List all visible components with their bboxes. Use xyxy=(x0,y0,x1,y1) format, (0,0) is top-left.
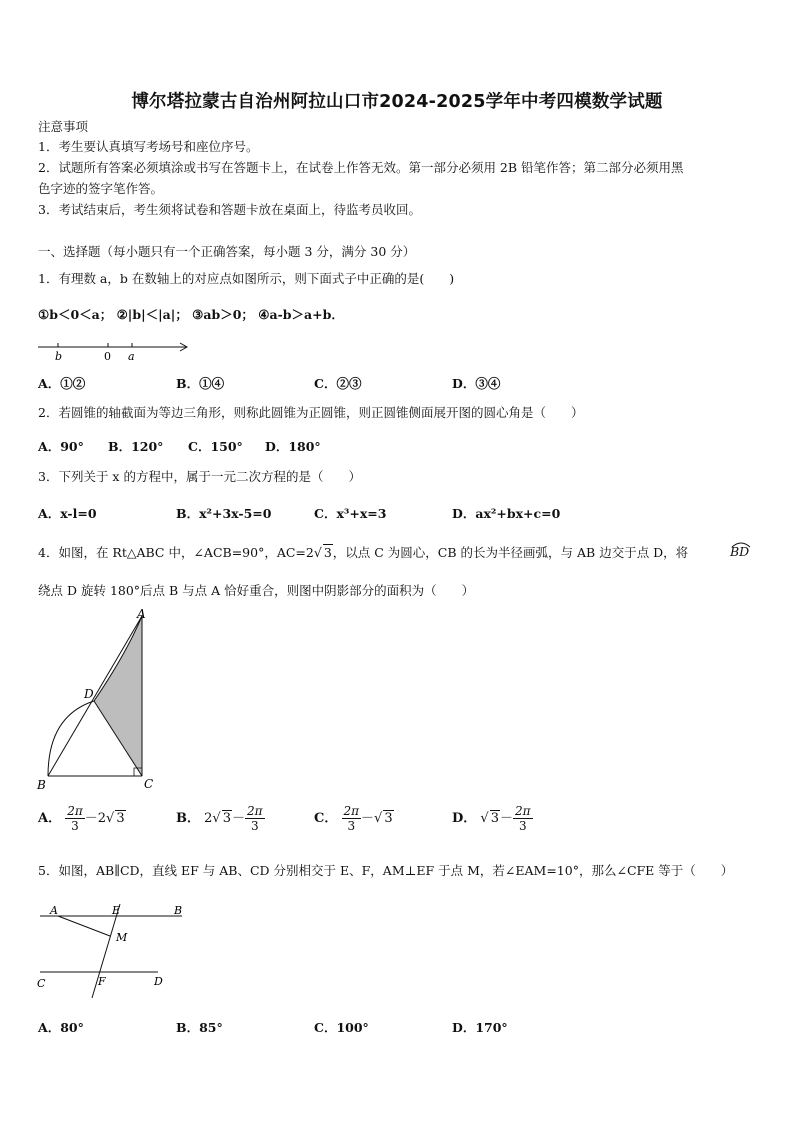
section-heading: 一、选择题（每小题只有一个正确答案，每小题 3 分，满分 30 分） xyxy=(38,244,416,259)
q4-stem-part3: 长为半径画弧，与 AB 边交于点 D，将 xyxy=(473,545,689,560)
q2-option-c: C．150° xyxy=(188,439,243,454)
q4-triangle-figure xyxy=(34,606,164,796)
notes-item-1: 1．考生要认真填写考场号和座位序号。 xyxy=(38,139,259,154)
q1-option-d: D．③④ xyxy=(452,376,501,391)
notes-heading: 注意事项 xyxy=(38,119,89,134)
q4-option-b: B． 2√ 3－ $\frac{2\pi}{3}$ xyxy=(176,804,263,833)
notes-item-2: 2．试题所有答案必须填涂或书写在答题卡上，在试卷上作答无效。第一部分必须用 2B 铅笔作答；第二部分必须用黑 xyxy=(38,160,684,175)
q4-stem-part2: ，以点 C 为圆心，CB 的 xyxy=(332,545,474,560)
point-f-label: F xyxy=(98,975,106,988)
q4-option-c: C． $\frac{2\pi}{3}$ －√ 3 xyxy=(314,804,393,833)
point-m-label: M xyxy=(116,931,128,944)
q4-stem-line2: 绕点 D 旋转 180°后点 B 与点 A 恰好重合，则图中阴影部分的面积为（ ） xyxy=(38,583,475,598)
q5-option-b: B．85° xyxy=(176,1020,223,1035)
point-b-label: B xyxy=(37,778,46,792)
q2-option-d: D．180° xyxy=(265,439,321,454)
q4-option-d: D． √ 3－ $\frac{2\pi}{3}$ xyxy=(452,804,531,833)
axis-label-a: a xyxy=(128,350,135,363)
q5-parallel-lines-figure xyxy=(34,896,194,1002)
point-d-label: D xyxy=(154,975,163,988)
point-c-label: C xyxy=(37,977,46,990)
axis-label-b: b xyxy=(55,350,63,363)
arc-bd-label: BD xyxy=(730,544,749,559)
q3-option-c: C．x³+x=3 xyxy=(314,506,387,521)
point-e-label: E xyxy=(112,904,121,917)
q1-statements: ①b＜0＜a； ②|b|＜|a|； ③ab＞0； ④a-b＞a+b． xyxy=(38,307,344,322)
point-b-label: B xyxy=(174,904,183,917)
q4-stem-part1: 4．如图，在 Rt△ABC 中，∠ACB=90°，AC=2 xyxy=(38,545,314,560)
q2-option-a: A．90° xyxy=(38,439,84,454)
q1-option-c: C．②③ xyxy=(314,376,362,391)
q5-option-d: D．170° xyxy=(452,1020,508,1035)
notes-item-2-cont: 色字迹的签字笔作答。 xyxy=(38,181,164,196)
number-line-figure xyxy=(36,338,196,364)
q5-option-c: C．100° xyxy=(314,1020,369,1035)
q3-stem: 3．下列关于 x 的方程中，属于一元二次方程的是（ ） xyxy=(38,469,361,484)
q5-option-a: A．80° xyxy=(38,1020,84,1035)
point-a-label: A xyxy=(137,607,146,621)
point-d-label: D xyxy=(84,687,94,701)
q4-option-a: A． $\frac{2\pi}{3}$ －2√ 3 xyxy=(38,804,125,833)
q3-option-a: A．x-l=0 xyxy=(38,506,97,521)
q1-stem: 1．有理数 a，b 在数轴上的对应点如图所示，则下面式子中正确的是( ) xyxy=(38,271,455,286)
q4-sqrt-value: 3 xyxy=(323,545,332,560)
q2-stem: 2．若圆锥的轴截面为等边三角形，则称此圆锥为正圆锥，则正圆锥侧面展开图的圆心角是（ ） xyxy=(38,405,584,420)
q1-option-a: A．①② xyxy=(38,376,86,391)
arc-mark-icon xyxy=(730,540,752,548)
q3-option-d: D．ax²+bx+c=0 xyxy=(452,506,561,521)
q1-option-b: B．①④ xyxy=(176,376,225,391)
q2-option-b: B．120° xyxy=(108,439,164,454)
page-title: 博尔塔拉蒙古自治州阿拉山口市2024-2025学年中考四模数学试题 xyxy=(131,92,663,112)
sqrt-symbol: √ xyxy=(313,545,322,560)
point-a-label: A xyxy=(50,904,58,917)
q3-option-b: B．x²+3x-5=0 xyxy=(176,506,272,521)
point-c-label: C xyxy=(144,777,154,791)
axis-label-zero: 0 xyxy=(104,350,111,363)
q4-stem xyxy=(38,544,688,562)
notes-item-3: 3．考试结束后，考生须将试卷和答题卡放在桌面上，待监考员收回。 xyxy=(38,202,421,217)
q5-stem: 5．如图，AB∥CD，直线 EF 与 AB、CD 分别相交于 E、F，AM⊥EF 于点 M，若∠EAM=10°，那么∠CFE 等于（ ） xyxy=(38,863,734,878)
